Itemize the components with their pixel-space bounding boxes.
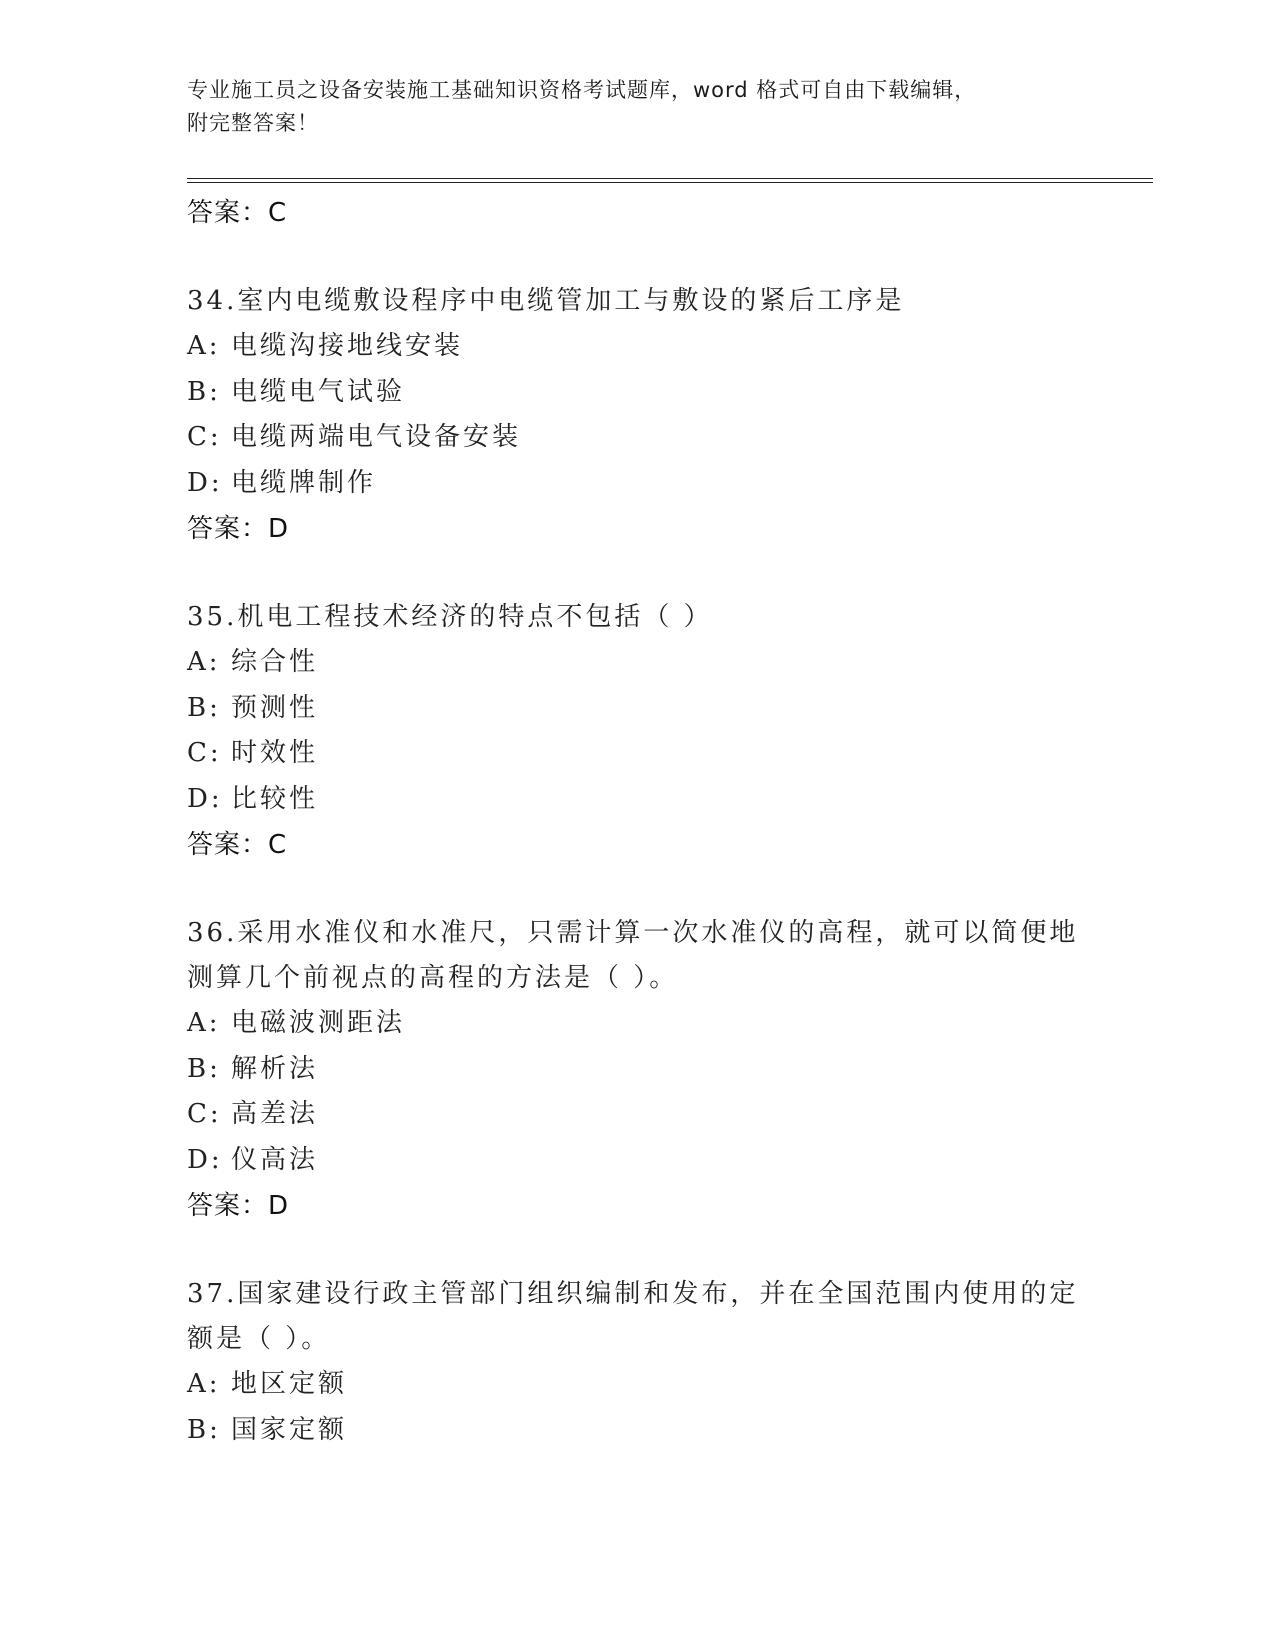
- option-c: [187, 731, 1087, 777]
- option-a: [187, 1001, 1087, 1047]
- answer-prefix: 答案：: [187, 514, 269, 544]
- question-37: [187, 1272, 1087, 1453]
- option-key: B:: [187, 1414, 221, 1445]
- answer-line: [187, 822, 1087, 868]
- question-stem: 35.机电工程技术经济的特点不包括（ ）: [187, 602, 713, 632]
- option-key: A:: [187, 1008, 221, 1038]
- option-d: [187, 461, 1087, 507]
- option-a: [187, 324, 1087, 370]
- answer-value: C: [268, 830, 288, 860]
- option-text: 仪高法: [231, 1144, 319, 1175]
- option-text: 电缆牌制作: [231, 467, 377, 498]
- question-stem: 36.采用水准仪和水准尺，只需计算一次水准仪的高程，就可以简便地测算几个前视点的高程的方法是（ ）。: [187, 918, 1079, 993]
- option-a: [187, 1362, 1087, 1408]
- answer-line: [187, 506, 1087, 552]
- option-b: [187, 1408, 1087, 1454]
- option-d: [187, 777, 1087, 823]
- option-text: 时效性: [231, 738, 319, 768]
- option-text: 电缆电气试验: [231, 376, 406, 407]
- option-key: D:: [187, 467, 223, 498]
- option-key: C:: [187, 738, 222, 768]
- question-stem: 34.室内电缆敷设程序中电缆管加工与敷设的紧后工序是: [187, 286, 905, 316]
- document-header: [187, 74, 1087, 140]
- answer-value: C: [268, 198, 288, 228]
- option-text: 电缆沟接地线安装: [231, 331, 464, 361]
- document-content: [187, 190, 1087, 1453]
- option-key: A:: [187, 331, 221, 361]
- option-d: [187, 1138, 1087, 1184]
- answer-value: D: [268, 1191, 290, 1221]
- option-text: 地区定额: [231, 1369, 348, 1399]
- option-key: A:: [187, 1369, 221, 1399]
- option-key: D:: [187, 1144, 223, 1175]
- question-stem: 37.国家建设行政主管部门组织编制和发布，并在全国范围内使用的定额是（ ）。: [187, 1279, 1079, 1354]
- option-key: C:: [187, 1099, 222, 1129]
- question-36: [187, 911, 1087, 1229]
- option-key: B:: [187, 1053, 221, 1084]
- header-line-2: 附完整答案！: [187, 111, 319, 135]
- option-b: [187, 370, 1087, 416]
- header-rule-bottom: [187, 182, 1153, 183]
- answer-line-previous: [187, 190, 1087, 236]
- header-line-1: 专业施工员之设备安装施工基础知识资格考试题库，word 格式可自由下载编辑，: [187, 78, 977, 102]
- question-34: [187, 279, 1087, 552]
- question-35: [187, 595, 1087, 868]
- option-text: 预测性: [231, 692, 319, 723]
- option-b: [187, 686, 1087, 732]
- answer-line: [187, 1183, 1087, 1229]
- option-text: 解析法: [231, 1053, 319, 1084]
- answer-prefix: 答案：: [187, 1191, 269, 1221]
- option-text: 国家定额: [231, 1414, 348, 1445]
- answer-prefix: 答案：: [187, 830, 269, 860]
- option-text: 电磁波测距法: [231, 1008, 406, 1038]
- answer-value: D: [268, 514, 290, 544]
- option-text: 高差法: [231, 1099, 319, 1129]
- option-key: B:: [187, 376, 221, 407]
- option-text: 电缆两端电气设备安装: [231, 422, 522, 452]
- option-a: [187, 640, 1087, 686]
- answer-prefix: 答案：: [187, 198, 269, 228]
- option-text: 比较性: [231, 783, 319, 814]
- option-key: C:: [187, 422, 222, 452]
- option-key: B:: [187, 692, 221, 723]
- option-text: 综合性: [231, 647, 319, 677]
- option-c: [187, 415, 1087, 461]
- option-key: D:: [187, 783, 223, 814]
- option-b: [187, 1047, 1087, 1093]
- header-rule-top: [187, 178, 1153, 179]
- option-c: [187, 1092, 1087, 1138]
- option-key: A:: [187, 647, 221, 677]
